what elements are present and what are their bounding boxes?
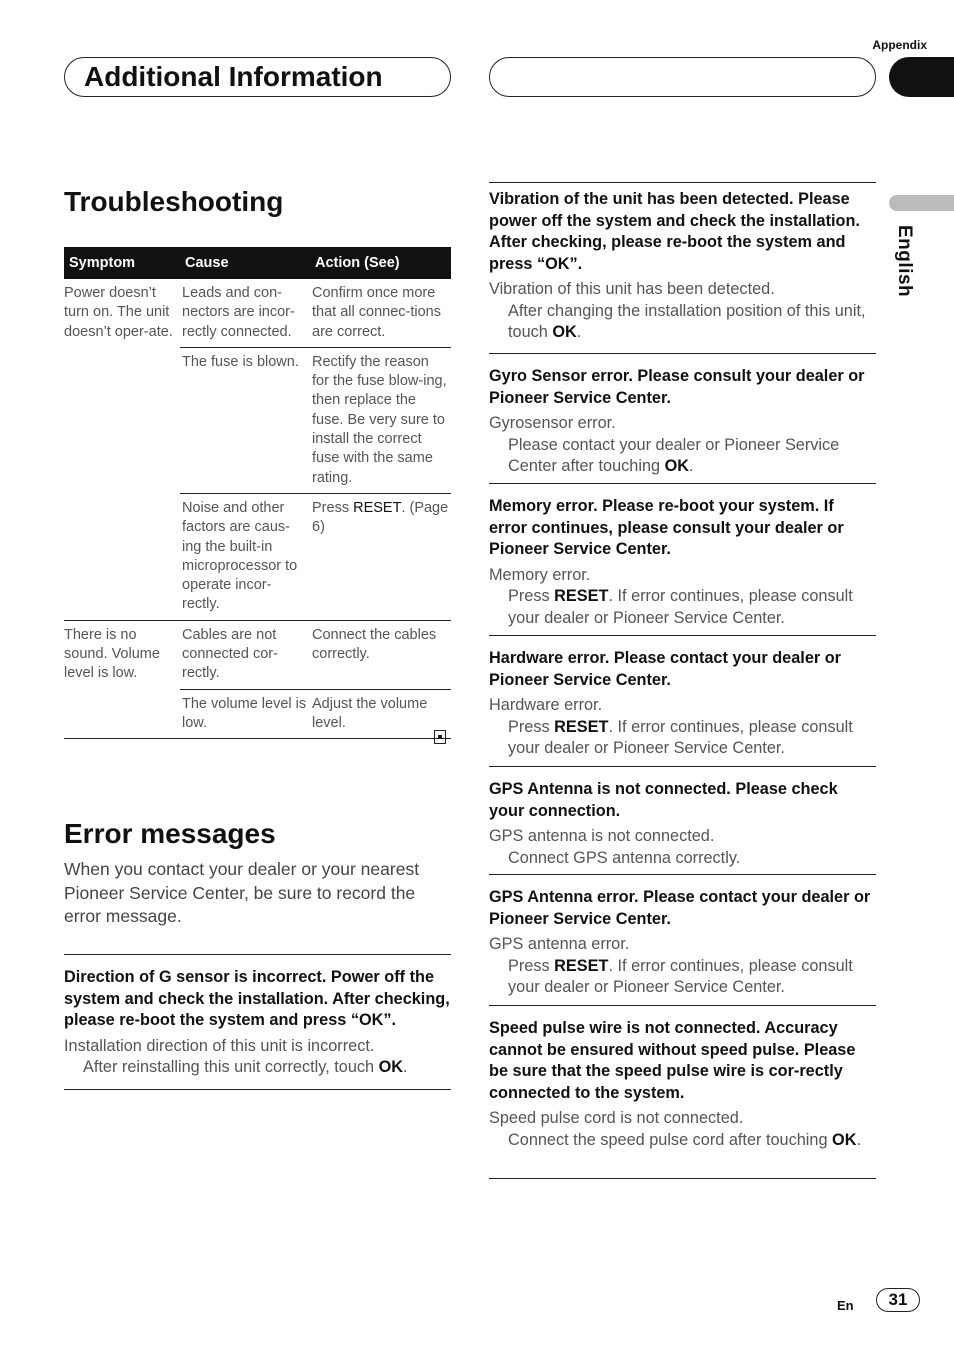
language-label: English [894,225,915,298]
column-header-cause: Cause [180,247,310,279]
error-description: Installation direction of this unit is incorrect. [64,1036,375,1055]
error-action [489,435,876,478]
error-action [489,717,876,760]
action-text: . [576,323,582,341]
error-entry [64,954,451,1090]
reset-key: RESET [554,956,609,975]
column-header-symptom: Symptom [64,247,180,279]
error-action [489,956,876,999]
troubleshooting-table [64,247,451,739]
footer-language-code: En [837,1298,854,1313]
error-description: Speed pulse cord is not connected. [489,1109,744,1127]
error-entry [489,182,876,354]
error-action [489,1130,876,1152]
symptom-cell: Power doesn’t turn on. The unit doesn’t oper-ate. [64,279,180,620]
section-title: Additional Information [84,61,383,92]
action-text: Press [312,499,354,516]
error-title: Speed pulse wire is not connected. Accuracy cannot be ensured without speed pulse. Please be sure that the speed pulse wire is cor-rectly connected to the system. [489,1019,856,1102]
end-of-section-icon [434,730,446,744]
error-entry [489,766,876,875]
action-text: . [403,1058,408,1076]
error-action: Connect GPS antenna correctly. [508,848,741,867]
action-text: Press [508,717,555,736]
action-text: . If error continues, please consult your dealer or Pioneer Service Center. [508,956,853,996]
troubleshooting-heading: Troubleshooting [64,186,284,217]
action-cell: Connect the cables correctly. [310,620,451,689]
ok-key: OK [664,457,689,475]
cause-cell: The fuse is blown. [180,347,310,493]
cause-cell: Leads and con-nectors are incor-rectly connected. [180,279,310,347]
error-title: GPS Antenna error. Please contact your dealer or Pioneer Service Center. [489,888,871,928]
error-description: GPS antenna error. [489,935,630,953]
error-description: Hardware error. [489,696,603,714]
column-header-action: Action (See) [310,247,451,279]
error-title: Hardware error. Please contact your dealer or Pioneer Service Center. [489,649,842,689]
action-text: Press [508,956,555,975]
error-entry [489,483,876,636]
error-description: Memory error. [489,565,591,584]
reset-key: RESET [554,587,609,605]
chapter-tab [889,57,954,97]
empty-header-frame [489,57,876,97]
action-text: . If error continues, please consult your dealer or Pioneer Service Center. [508,587,853,627]
language-tab-marker [889,195,954,211]
action-text: After changing the installation position of this unit, touch [508,301,866,341]
error-title: GPS Antenna is not connected. Please check your connection. [489,780,838,820]
error-entry [489,353,876,484]
error-entry [489,1005,876,1179]
cause-cell: Noise and other factors are caus-ing the built-in microprocessor to operate incor-rectly. [180,493,310,620]
cause-cell: Cables are not connected cor-rectly. [180,620,310,689]
action-text: . (Page 6) [312,499,449,536]
reset-key: RESET [353,499,402,516]
table-row [64,279,451,347]
error-description: Vibration of this unit has been detected. [489,280,775,298]
error-entry [489,635,876,767]
page-number: 31 [876,1288,920,1312]
error-description: Gyrosensor error. [489,414,616,432]
error-action [64,1057,451,1079]
error-title: Gyro Sensor error. Please consult your dealer or Pioneer Service Center. [489,367,865,407]
error-messages-heading: Error messages [64,818,276,849]
error-description: GPS antenna is not connected. [489,827,715,845]
action-text: Connect the speed pulse cord after touching [508,1130,833,1149]
table-row [64,620,451,689]
error-intro-text: When you contact your dealer or your nearest Pioneer Service Center, be sure to record the error message. [64,859,420,926]
action-text: Press [508,587,555,605]
action-text: Please contact your dealer or Pioneer Service Center after touching [508,435,840,475]
ok-key: OK [378,1058,404,1076]
action-text: . [689,457,694,475]
action-text: After reinstalling this unit correctly, touch [83,1058,379,1076]
ok-key: OK [832,1130,857,1149]
error-title: Memory error. Please re-boot your system. If error continues, please consult your dealer or Pioneer Service Center. [489,497,844,558]
error-action [489,586,876,629]
reset-key: RESET [554,717,609,736]
symptom-cell: There is no sound. Volume level is low. [64,620,180,738]
error-action [489,301,876,344]
action-text: . [856,1130,861,1149]
error-title: Vibration of the unit has been detected. Please power off the system and check the installation. After checking, please re-boot the system and press “OK”. [489,190,860,273]
error-entry [489,874,876,1006]
error-title: Direction of G sensor is incorrect. Power off the system and check the installation. After checking, please re-boot the system and press “OK”. [64,968,450,1029]
appendix-label: Appendix [872,38,927,52]
action-cell: Confirm once more that all connec-tions are correct. [310,279,451,347]
action-text: . If error continues, please consult your dealer or Pioneer Service Center. [508,717,853,757]
cause-cell: The volume level is low. [180,689,310,739]
action-cell: Rectify the reason for the fuse blow-ing, then replace the fuse. Be very sure to install the correct fuse with the same rating. [310,347,451,493]
action-cell: Adjust the volume level. [310,689,451,739]
action-cell [310,493,451,620]
ok-key: OK [552,323,577,341]
